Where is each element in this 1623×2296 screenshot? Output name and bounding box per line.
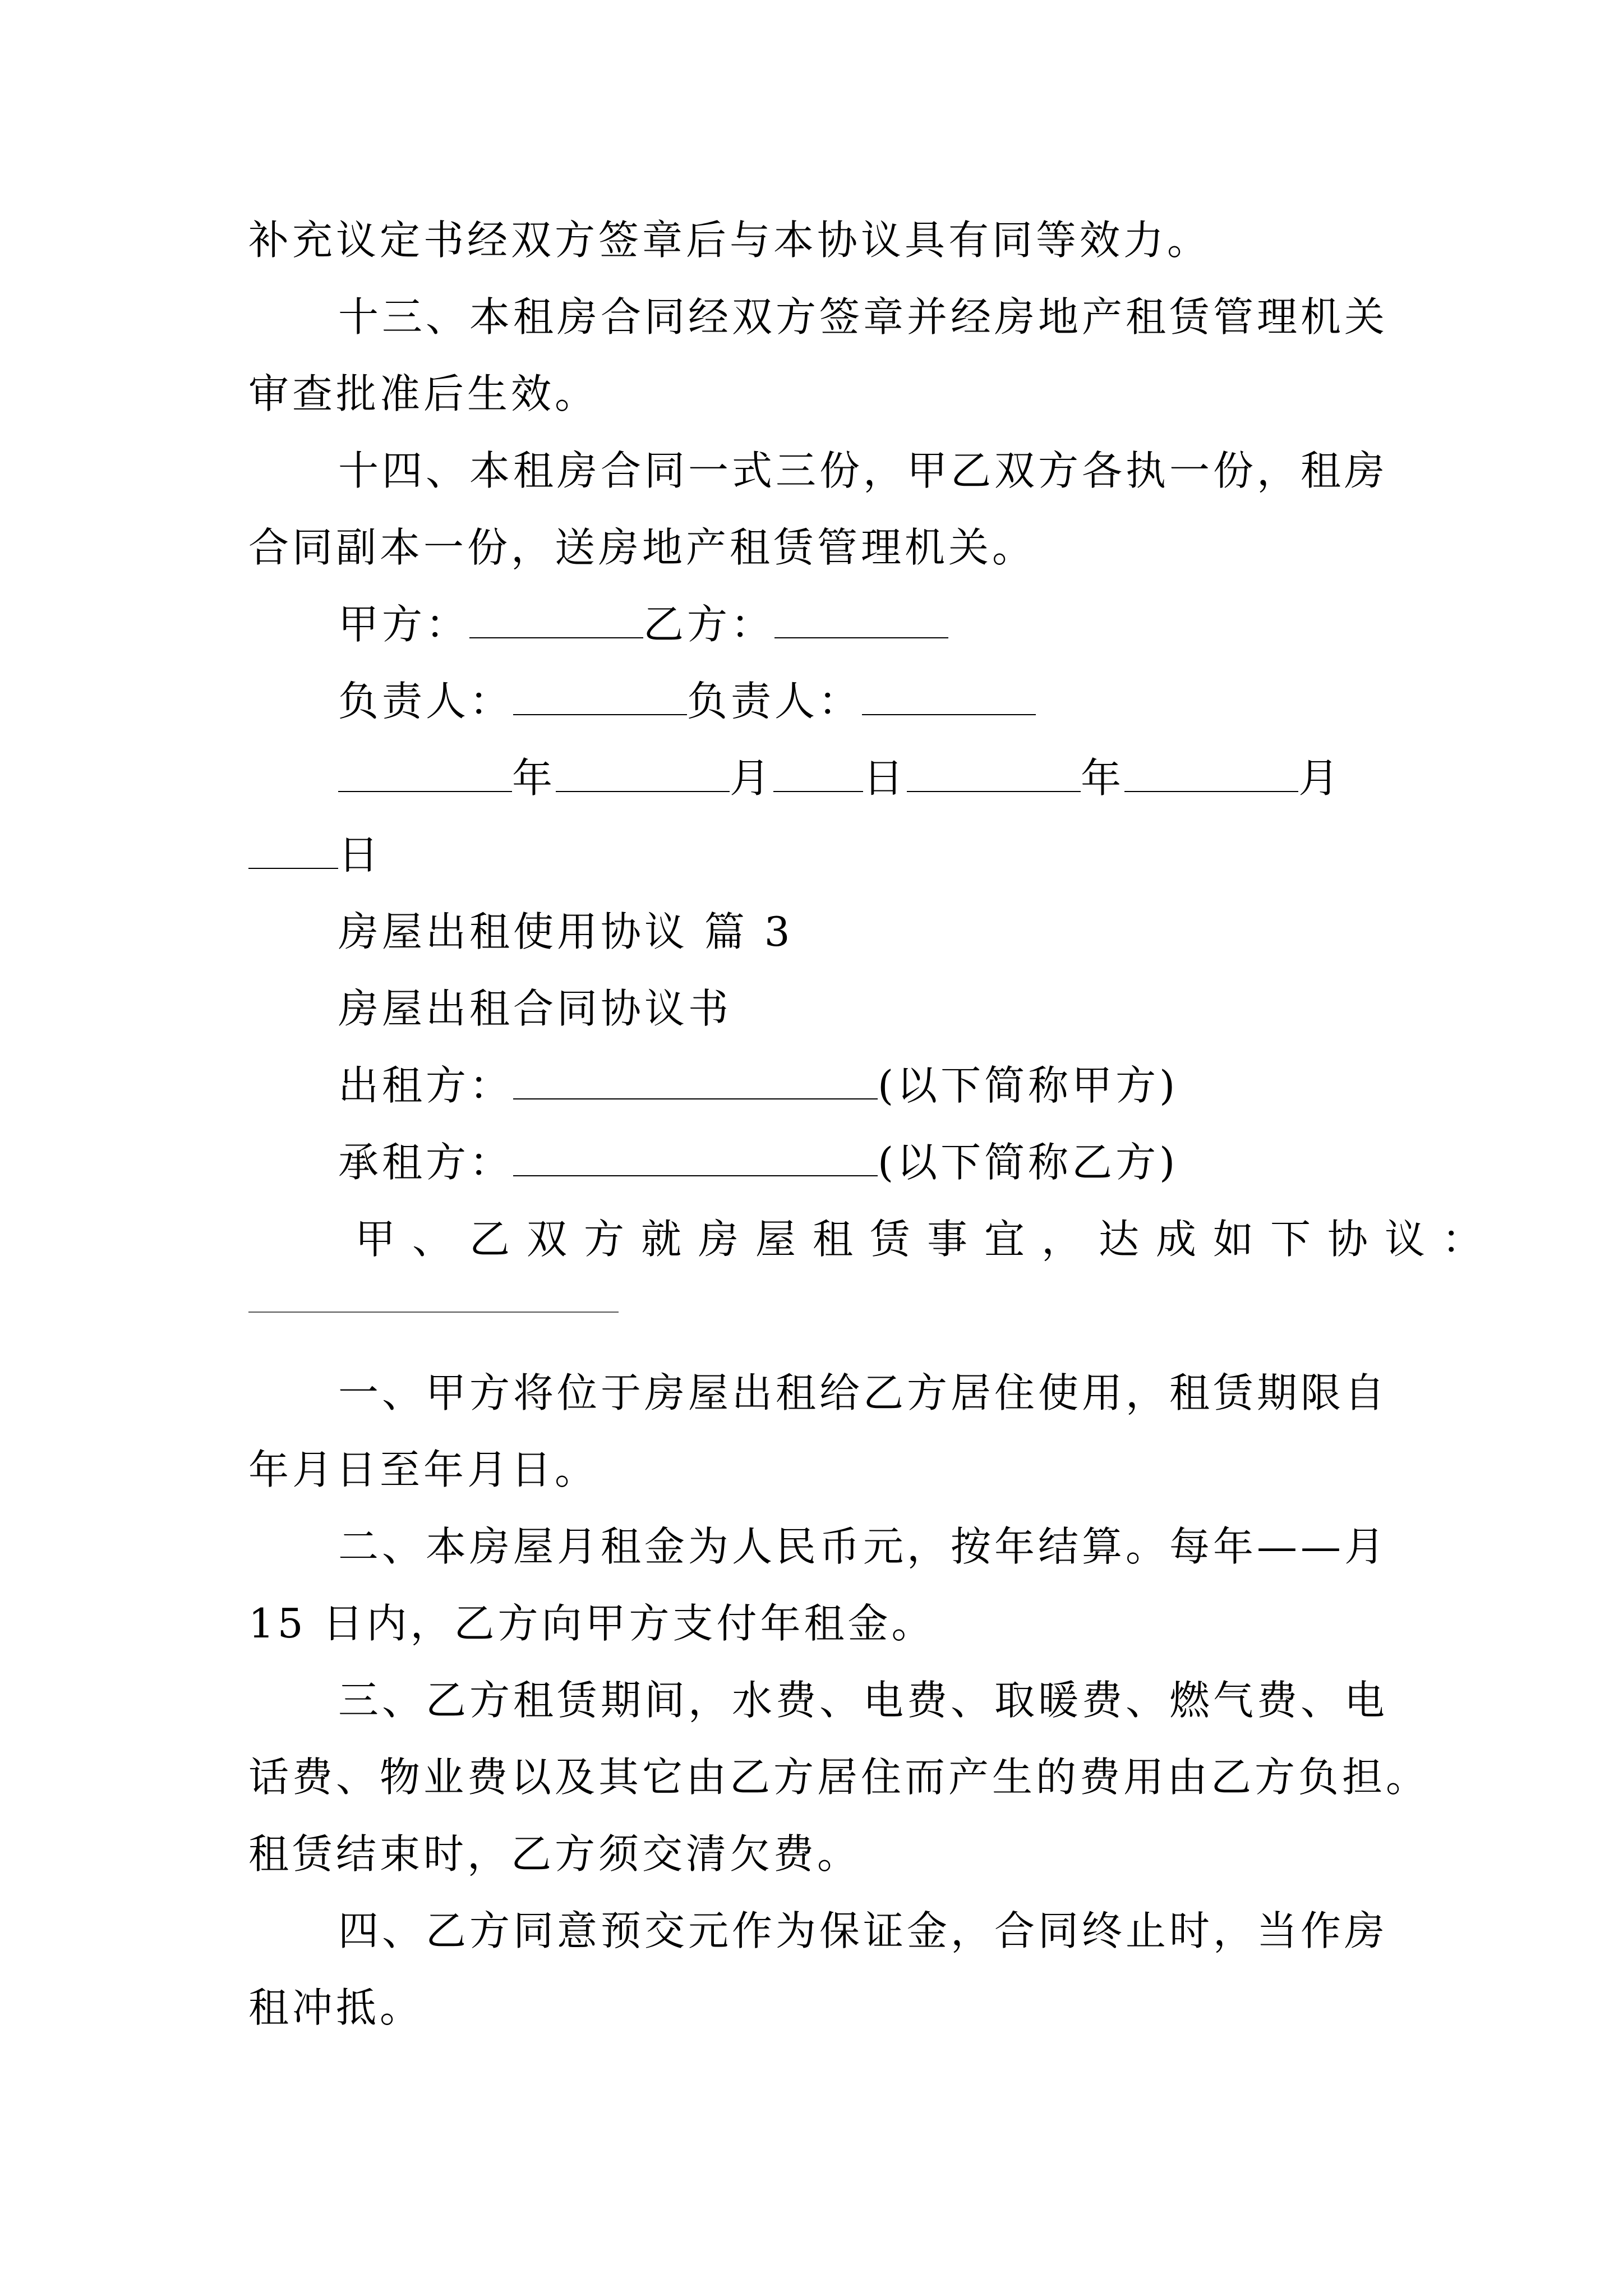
separator-rule <box>248 1312 619 1313</box>
month-label: 月 <box>730 754 774 802</box>
day-label: 日 <box>338 831 382 878</box>
lessor-note: (以下简称甲方) <box>878 1062 1179 1109</box>
responsible-a-label: 负责人： <box>338 678 514 725</box>
day-label: 日 <box>863 754 907 802</box>
party-a-label: 甲方： <box>338 601 470 648</box>
day-b-blank <box>248 836 338 869</box>
party-a-blank <box>469 606 643 638</box>
date-line-continued <box>248 817 1376 894</box>
lessee-note: (以下简称乙方) <box>878 1139 1179 1186</box>
signature-responsible-line <box>248 663 1376 740</box>
month-b-blank <box>1124 760 1298 792</box>
month-a-blank <box>556 760 730 792</box>
paragraph-line: 15 日内，乙方向甲方支付年租金。 <box>248 1600 935 1647</box>
lessee-blank <box>513 1144 878 1176</box>
clause-3: 三、乙方租赁期间，水费、电费、取暖费、燃气费、电 <box>338 1677 1389 1724</box>
contract-subtitle: 房屋出租合同协议书 <box>338 985 732 1032</box>
paragraph-line: 补充议定书经双方签章后与本协议具有同等效力。 <box>248 217 1211 264</box>
agreement-intro: 甲、乙双方就房屋租赁事宜，达成如下协议： <box>355 1216 1500 1263</box>
party-b-blank <box>774 606 948 638</box>
responsible-b-blank <box>862 683 1036 715</box>
document-body <box>248 202 1500 2046</box>
paragraph-line: 话费、物业费以及其它由乙方居住而产生的费用由乙方负担。 <box>248 1754 1430 1801</box>
year-label: 年 <box>1081 754 1125 802</box>
paragraph-line: 审查批准后生效。 <box>248 370 599 417</box>
clause-1: 一、甲方将位于房屋出租给乙方居住使用，租赁期限自 <box>338 1369 1389 1416</box>
paragraph-line: 年月日至年月日。 <box>248 1446 599 1493</box>
year-a-blank <box>338 760 512 792</box>
month-label: 月 <box>1298 754 1343 802</box>
party-b-label: 乙方： <box>643 601 775 648</box>
signature-party-line <box>248 586 1376 663</box>
lessor-blank <box>513 1067 878 1099</box>
lessor-label: 出租方： <box>338 1062 514 1109</box>
day-a-blank <box>773 760 863 792</box>
clause-2: 二、本房屋月租金为人民币元，按年结算。每年——月 <box>338 1523 1389 1570</box>
date-line <box>248 740 1376 817</box>
lessee-line <box>248 1124 1376 1201</box>
paragraph-line: 租赁结束时，乙方须交清欠费。 <box>248 1830 861 1878</box>
lessee-label: 承租方： <box>338 1139 514 1186</box>
clause-13: 十三、本租房合同经双方签章并经房地产租赁管理机关 <box>338 293 1389 341</box>
paragraph-line: 租冲抵。 <box>248 1984 424 2031</box>
year-label: 年 <box>512 754 556 802</box>
clause-4: 四、乙方同意预交元作为保证金，合同终止时，当作房 <box>338 1907 1389 1954</box>
separator-line <box>248 1278 1376 1355</box>
year-b-blank <box>907 760 1081 792</box>
responsible-a-blank <box>513 683 687 715</box>
lessor-line <box>248 1047 1376 1124</box>
clause-14: 十四、本租房合同一式三份，甲乙双方各执一份，租房 <box>338 447 1389 494</box>
section-title: 房屋出租使用协议 篇 3 <box>338 908 794 955</box>
responsible-b-label: 负责人： <box>687 678 863 725</box>
paragraph-line: 合同副本一份，送房地产租赁管理机关。 <box>248 524 1036 571</box>
